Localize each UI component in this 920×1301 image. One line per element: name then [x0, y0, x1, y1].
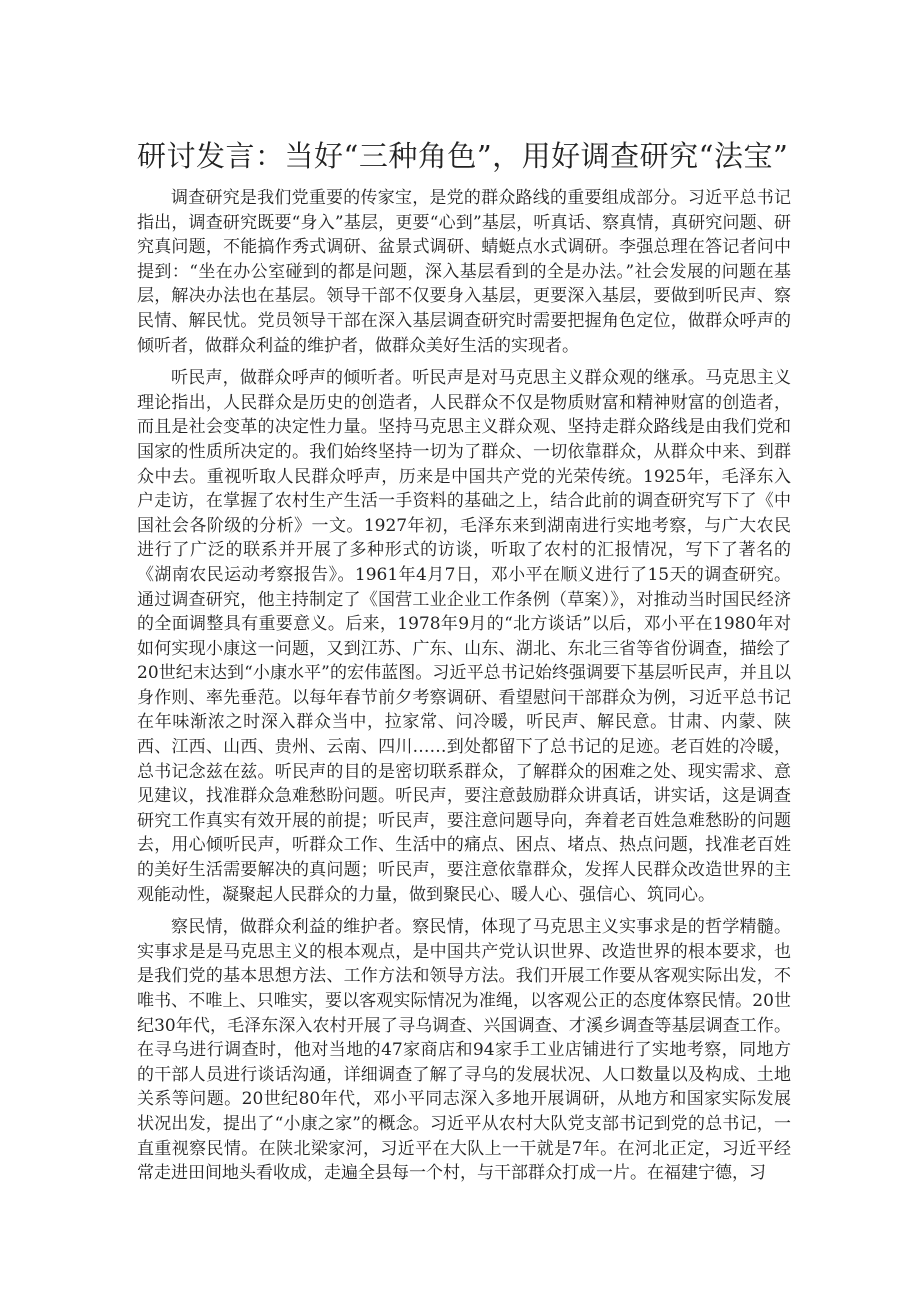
paragraph-listen: 听民声，做群众呼声的倾听者。听民声是对马克思主义群众观的继承。马克思主义理论指出，人民群众是历史的创造者，人民群众不仅是物质财富和精神财富的创造者，而且是社会变革的决定性力量。坚持马克思主义群众观、坚持走群众路线是由我们党和国家的性质所决定的。我们始终坚持一切为了群众、一切依靠群众，从群众中来、到群众中去。重视听取人民群众呼声，历来是中国共产党的光荣传统。1925年，毛泽东入户走访，在掌握了农村生产生活一手资料的基础之上，结合此前的调查研究写下了《中国社会各阶级的分析》一文。1927年初，毛泽东来到湖南进行实地考察，与广大农民进行了广泛的联系并开展了多种形式的访谈，听取了农村的汇报情况，写下了著名的《湖南农民运动考察报告》。1961年4月7日，邓小平在顺义进行了15天的调查研究。通过调查研究，他主持制定了《国营工业企业工作条例（草案）》，对推动当时国民经济的全面调整具有重要意义。后来，1978年9月的“北方谈话”以后，邓小平在1980年对如何实现小康这一问题，又到江苏、广东、山东、湖北、东北三省等省份调查，描绘了20世纪末达到“小康水平”的宏伟蓝图。习近平总书记始终强调要下基层听民声，并且以身作则、率先垂范。以每年春节前夕考察调研、看望慰问干部群众为例，习近平总书记在年味渐浓之时深入群众当中，拉家常、问冷暖，听民声、解民意。甘肃、内蒙、陕西、江西、山西、贵州、云南、四川……到处都留下了总书记的足迹。老百姓的冷暖，总书记念兹在兹。听民声的目的是密切联系群众，了解群众的困难之处、现实需求、意见建议，找准群众急难愁盼问题。听民声，要注意鼓励群众讲真话，讲实话，这是调查研究工作真实有效开展的前提；听民声，要注意问题导向，奔着老百姓急难愁盼的问题去，用心倾听民声，听群众工作、生活中的痛点、困点、堵点、热点问题，找准老百姓的美好生活需要解决的真问题；听民声，要注意依靠群众，发挥人民群众改造世界的主观能动性，凝聚起人民群众的力量，做到聚民心、暖人心、强信心、筑同心。 [137, 368, 791, 905]
document-body [137, 186, 791, 1194]
paragraph-intro: 调查研究是我们党重要的传家宝，是党的群众路线的重要组成部分。习近平总书记指出，调查研究既要“身入”基层，更要“心到”基层，听真话、察真情，真研究问题、研究真问题，不能搞作秀式调研、盆景式调研、蜻蜓点水式调研。李强总理在答记者问中提到：“坐在办公室碰到的都是问题，深入基层看到的全是办法。”社会发展的问题在基层，解决办法也在基层。领导干部不仅要身入基层，更要深入基层，要做到听民声、察民情、解民忧。党员领导干部在深入基层调查研究时需要把握角色定位，做群众呼声的倾听者，做群众利益的维护者，做群众美好生活的实现者。 [137, 188, 791, 356]
paragraph-observe: 察民情，做群众利益的维护者。察民情，体现了马克思主义实事求是的哲学精髓。实事求是是马克思主义的根本观点，是中国共产党认识世界、改造世界的根本要求，也是我们党的基本思想方法、工作方法和领导方法。我们开展工作要从客观实际出发，不唯书、不唯上、只唯实，要以客观实际情况为准绳，以客观公正的态度体察民情。20世纪30年代，毛泽东深入农村开展了寻乌调查、兴国调查、才溪乡调查等基层调查工作。在寻乌进行调查时，他对当地的47家商店和94家手工业店铺进行了实地考察，同地方的干部人员进行谈话沟通，详细调查了解了寻乌的发展状况、人口数量以及构成、土地关系等问题。20世纪80年代，邓小平同志深入多地开展调研，从地方和国家实际发展状况出发，提出了“小康之家”的概念。习近平从农村大队党支部书记到党的总书记，一直重视察民情。在陕北梁家河，习近平在大队上一干就是7年。在河北正定，习近平经常走进田间地头看收成，走遍全县每一个村，与干部群众打成一片。在福建宁德，习 [137, 917, 791, 1184]
document-title: 研讨发言：当好“三种角色”，用好调查研究“法宝” [137, 139, 789, 173]
